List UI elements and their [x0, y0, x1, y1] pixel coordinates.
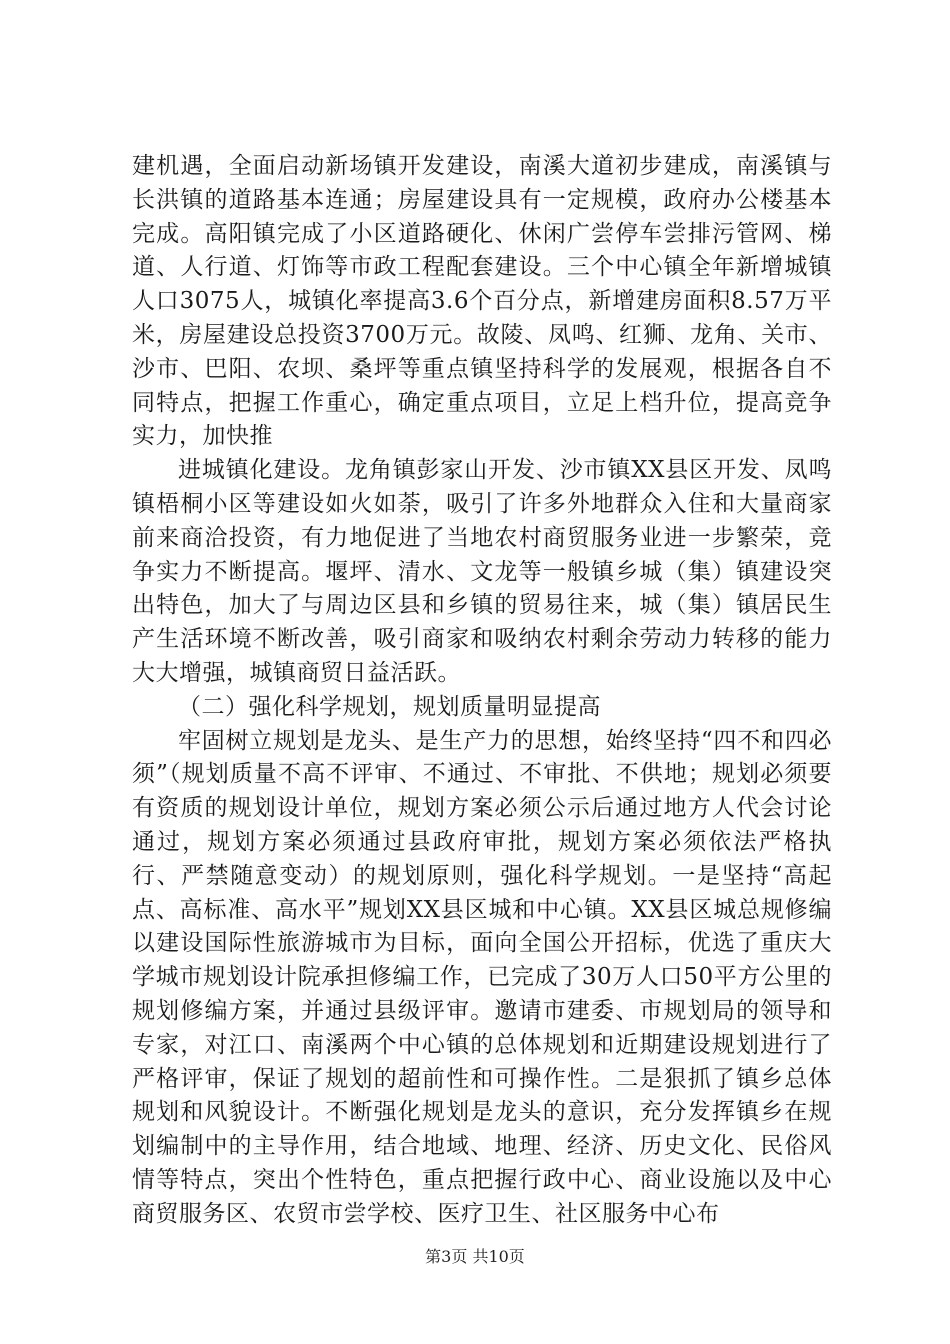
section-heading-planning: （二）强化科学规划，规划质量明显提高 — [178, 693, 601, 720]
page-number-label: 第3页 共10页 — [425, 1247, 525, 1266]
page-footer — [0, 1244, 950, 1267]
document-body — [132, 150, 832, 1232]
paragraph-town-construction: 进城镇化建设。龙角镇彭家山开发、沙市镇XX县区开发、凤鸣镇梧桐小区等建设如火如荼，吸引了许多外地群众入住和大量商家前来商洽投资，有力地促进了当地农村商贸服务业进一步繁荣，竞争实力不断提高。堰坪、清水、文龙等一般镇乡城（集）镇建设突出特色，加大了与周边区县和乡镇的贸易往来，城（集）镇居民生产生活环境不断改善，吸引商家和吸纳农村剩余劳动力转移的能力大大增强，城镇商贸日益活跃。 — [132, 457, 832, 686]
paragraph-planning-principles: 牢固树立规划是龙头、是生产力的思想，始终坚持“四不和四必须”（规划质量不高不评审、不通过、不审批、不供地；规划必须要有资质的规划设计单位，规划方案必须公示后通过地方人代会讨论通过，规划方案必须通过县政府审批，规划方案必须依法严格执行、严禁随意变动）的规划原则，强化科学规划。一是坚持“高起点、高标准、高水平”规划XX县区城和中心镇。XX县区城总规修编以建设国际性旅游城市为目标，面向全国公开招标，优选了重庆大学城市规划设计院承担修编工作，已完成了30万人口50平方公里的规划修编方案，并通过县级评审。邀请市建委、市规划局的领导和专家，对江口、南溪两个中心镇的总体规划和近期建设规划进行了严格评审，保证了规划的超前性和可操作性。二是狠抓了镇乡总体规划和风貌设计。不断强化规划是龙头的意识，充分发挥镇乡在规划编制中的主导作用，结合地域、地理、经济、历史文化、民俗风情等特点，突出个性特色，重点把握行政中心、商业设施以及中心商贸服务区、农贸市尝学校、医疗卫生、社区服务中心布 — [132, 727, 832, 1227]
paragraph-urban-development: 建机遇，全面启动新场镇开发建设，南溪大道初步建成，南溪镇与长洪镇的道路基本连通；房屋建设具有一定规模，政府办公楼基本完成。高阳镇完成了小区道路硬化、休闲广尝停车尝排污管网、梯道、人行道、灯饰等市政工程配套建设。三个中心镇全年新增城镇人口3075人，城镇化率提高3.6个百分点，新增建房面积8.57万平米，房屋建设总投资3700万元。故陵、凤鸣、红狮、龙角、关市、沙市、巴阳、农坝、桑坪等重点镇坚持科学的发展观，根据各自不同特点，把握工作重心，确定重点项目，立足上档升位，提高竞争实力，加快推 — [132, 153, 832, 450]
